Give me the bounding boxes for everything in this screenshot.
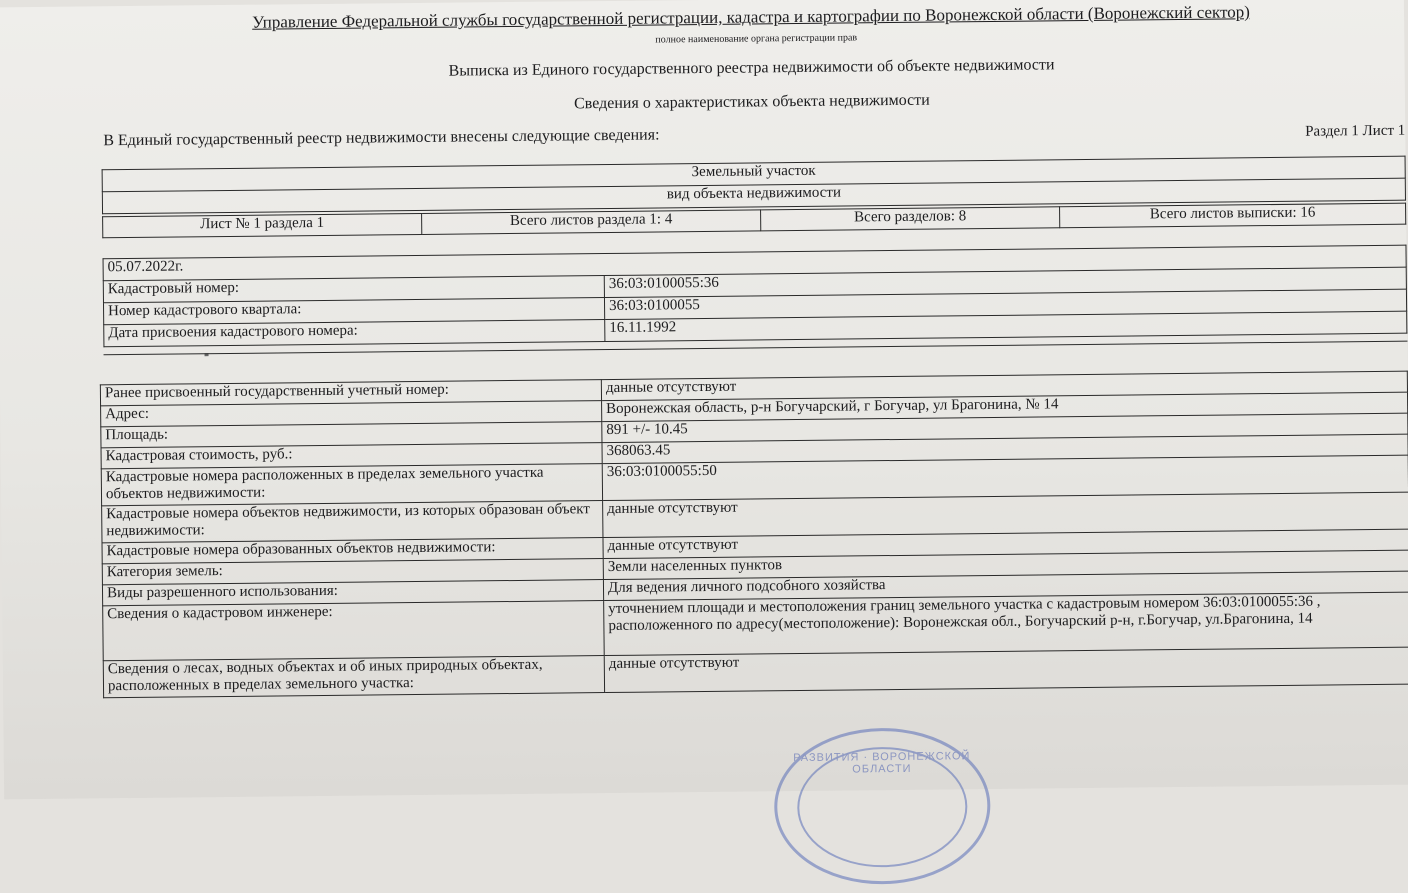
row-value: Воронежская область, р-н Богучарский, г Богучар, ул Брагонина, № 14 <box>602 392 1408 421</box>
row-value: Земли населенных пунктов <box>603 550 1408 579</box>
official-stamp <box>773 727 991 885</box>
row-label: Кадастровый номер: <box>103 276 604 303</box>
section-reference: Раздел 1 Лист 1 <box>1305 122 1406 140</box>
row-label: Виды разрешенного использования: <box>102 580 603 606</box>
total-sections: Всего разделов: 8 <box>761 207 1060 231</box>
sheet-number: Лист № 1 раздела 1 <box>103 213 422 237</box>
row-value: 16.11.1992 <box>605 311 1407 341</box>
row-label: Кадастровые номера расположенных в пределах земельного участка объектов недвижимости: <box>101 464 602 506</box>
agency-name: Управление Федеральной службы государственной регистрации, кадастра и картографии по Воронежской области (Воронежский сектор) <box>252 2 1250 32</box>
row-label: Кадастровая стоимость, руб.: <box>101 443 602 469</box>
row-label: Категория земель: <box>102 559 603 585</box>
row-label: Сведения о лесах, водных объектах и об иных природных объектах, расположенных в пределах земельного участка: <box>103 656 604 698</box>
sheets-in-section: Всего листов раздела 1: 4 <box>422 210 761 235</box>
row-value: данные отсутствуют <box>604 647 1408 692</box>
row-value: 36:03:0100055:50 <box>602 455 1408 500</box>
row-label: Адрес: <box>101 401 602 427</box>
row-value: 368063.45 <box>602 434 1408 463</box>
row-value: 36:03:0100055:36 <box>604 267 1406 297</box>
object-type-caption: вид объекта недвижимости <box>102 178 1405 214</box>
details-table <box>100 371 1408 699</box>
row-value: данные отсутствуют <box>603 492 1408 537</box>
row-label: Сведения о кадастровом инженере: <box>103 601 605 661</box>
object-type: Земельный участок <box>102 156 1405 192</box>
row-value: Для ведения личного подсобного хозяйства <box>603 571 1408 600</box>
row-value: данные отсутствуют <box>601 371 1407 400</box>
extract-date: 05.07.2022г. <box>103 245 1406 281</box>
main-info-table <box>103 245 1408 348</box>
stamp-text: РАЗВИТИЯ · ВОРОНЕЖСКОЙ ОБЛАСТИ <box>793 750 971 776</box>
row-value: данные отсутствуют <box>603 529 1408 558</box>
row-value: уточнением площади и местоположения границ земельного участка с кадастровым номером 36:03:0100055:36 , расположенного по адресу(местоположение): Воронежская обл., Богучарский р-н, г.Богучар, ул.Брагонина, 14 <box>604 592 1408 655</box>
document-subtitle: Сведения о характеристиках объекта недвижимости <box>573 91 930 113</box>
row-label: Площадь: <box>101 422 602 448</box>
agency-caption: полное наименование органа регистрации прав <box>655 32 858 46</box>
row-value: 36:03:0100055 <box>604 289 1406 319</box>
row-label: Дата присвоения кадастрового номера: <box>104 320 605 347</box>
row-label: Номер кадастрового квартала: <box>103 298 604 325</box>
row-label: Кадастровые номера образованных объектов недвижимости: <box>102 538 603 564</box>
row-label: Ранее присвоенный государственный учетный номер: <box>100 380 601 406</box>
row-value: 891 +/- 10.45 <box>602 413 1408 442</box>
total-sheets: Всего листов выписки: 16 <box>1060 203 1406 228</box>
intro-text: В Единый государственный реестр недвижимости внесены следующие сведения: <box>103 126 660 150</box>
row-label: Кадастровые номера объектов недвижимости, из которых образован объект недвижимости: <box>102 501 603 543</box>
document-title: Выписка из Единого государственного реестра недвижимости об объекте недвижимости <box>448 56 1055 80</box>
